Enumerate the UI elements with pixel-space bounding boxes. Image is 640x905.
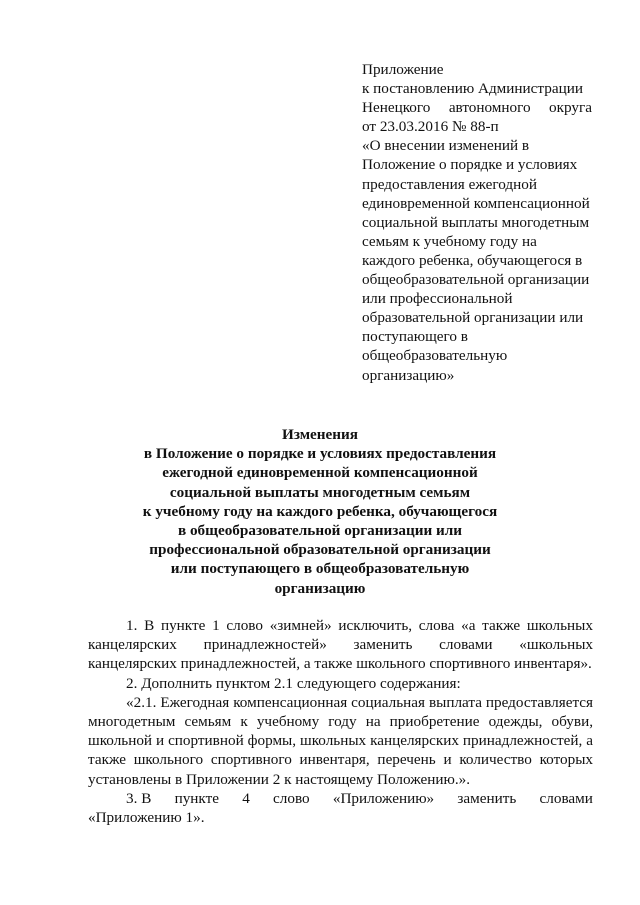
amendment-item-3-line (88, 789, 593, 808)
appendix-title-line: единовременной компенсационной (362, 194, 590, 212)
item-3-word: пункте (174, 789, 219, 807)
appendix-label: Приложение (362, 61, 444, 78)
appendix-title-line: общеобразовательную (362, 347, 508, 365)
appendix-title-line: социальной выплаты многодетным (362, 213, 590, 231)
appendix-title-line: предоставления ежегодной (362, 175, 537, 193)
appendix-date-number: от 23.03.2016 № 88-п (362, 118, 499, 136)
title-line: в Положение о порядке и условиях предоставления (143, 445, 497, 463)
document-title (60, 425, 580, 598)
appendix-title-line: поступающего в (362, 328, 468, 346)
title-line: Изменения (282, 426, 358, 443)
appendix-title-line: организацию» (362, 366, 455, 384)
item-3-word: словами (539, 789, 593, 807)
appendix-resolution-line: к постановлению Администрации (362, 80, 583, 98)
appendix-title-line: общеобразовательной организации (362, 271, 590, 289)
item-3-word: 4 (242, 789, 250, 807)
amendment-item-2-quote: «2.1. Ежегодная компенсационная социальная выплата предоставляется многодетным семьям к учебному году на приобретение одежды, обуви, школьной и спортивной формы, школьных канцелярских принадлежностей, а также школьного спортивного инвентаря, перечень и количество которых установлены в Приложении 2 к настоящему Положению.». (88, 693, 593, 788)
title-line: социальной выплаты многодетным семьям (169, 483, 471, 501)
appendix-title-line: образовательной организации или (362, 309, 584, 327)
title-line: профессиональной образовательной организации (149, 541, 491, 559)
item-3-word: заменить (457, 789, 517, 807)
item-3-word: «Приложению» (332, 789, 435, 807)
appendix-title-line: Положение о порядке и условиях (362, 156, 578, 174)
appendix-title-line: каждого ребенка, обучающегося в (362, 251, 583, 269)
title-line: ежегодной единовременной компенсационной (162, 464, 478, 482)
amendment-item-3-end: «Приложению 1». (88, 809, 205, 827)
appendix-region-line (362, 98, 592, 117)
appendix-title-line: семьям к учебному году на (362, 232, 537, 250)
appendix-title-line: «О внесении изменений в (362, 137, 530, 155)
title-line: к учебному году на каждого ребенка, обучающегося (142, 502, 498, 520)
amendment-item-2: 2. Дополнить пунктом 2.1 следующего содержания: (126, 674, 461, 692)
amendment-item-1: 1. В пункте 1 слово «зимней» исключить, слова «а также школьных канцелярских принадлежностей» заменить словами «школьных канцелярских принадлежностей, а также школьного спортивного инвентаря». (88, 617, 593, 673)
appendix-region-word: автономного (448, 99, 531, 117)
title-line: или поступающего в общеобразовательную (170, 560, 470, 578)
item-3-word: слово (273, 789, 310, 807)
title-line: организацию (274, 579, 366, 597)
item-3-word: 3. В (126, 789, 152, 807)
title-line: в общеобразовательной организации или (177, 522, 463, 540)
appendix-region-word: округа (549, 99, 592, 117)
appendix-title-line: или профессиональной (362, 290, 513, 308)
document-body (88, 616, 593, 827)
appendix-block (362, 60, 592, 385)
appendix-region-word: Ненецкого (362, 99, 431, 117)
